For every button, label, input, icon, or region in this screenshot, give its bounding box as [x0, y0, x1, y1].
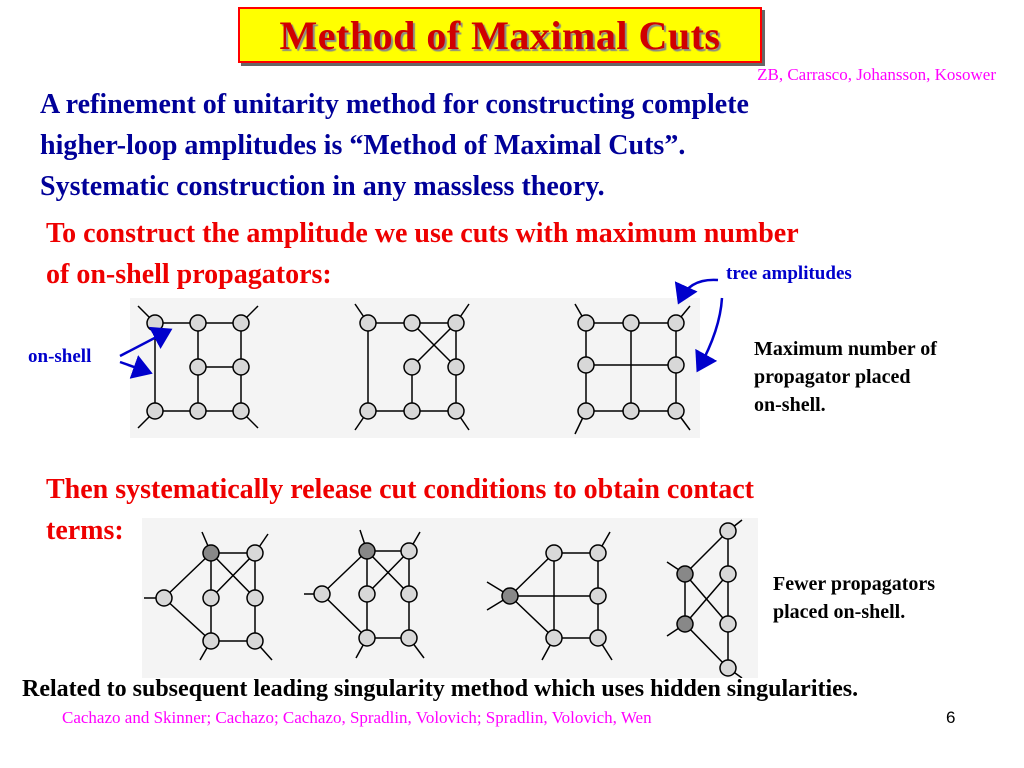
page-number: 6 — [946, 708, 956, 727]
fewer-note-line: placed on-shell. — [773, 601, 906, 623]
tree-vertex — [720, 660, 736, 676]
tree-vertex — [401, 630, 417, 646]
tree-vertex — [590, 545, 606, 561]
intro-line: higher-loop amplitudes is “Method of Maximal Cuts”. — [40, 130, 686, 161]
tree-vertex — [203, 590, 219, 606]
tree-vertex — [156, 590, 172, 606]
tree-vertex — [247, 545, 263, 561]
tree-vertex — [590, 630, 606, 646]
tree-vertex — [359, 630, 375, 646]
maximum-note-line: propagator placed — [754, 366, 911, 388]
arrow-to-tree-vertex-2 — [699, 298, 722, 368]
on-shell-label: on-shell — [28, 346, 92, 367]
bottom-statement: Related to subsequent leading singularity method which uses hidden singularities. — [22, 676, 859, 702]
contact-vertex — [359, 543, 375, 559]
contact-vertex — [677, 566, 693, 582]
credit-top: ZB, Carrasco, Johansson, Kosower — [757, 65, 996, 84]
tree-vertex — [314, 586, 330, 602]
tree-vertex — [720, 523, 736, 539]
maximum-note-line: Maximum number of — [754, 338, 937, 360]
tree-vertex — [401, 586, 417, 602]
construct-line: of on-shell propagators: — [46, 259, 332, 290]
slide-title: Method of Maximal Cuts — [279, 12, 721, 58]
intro-line: Systematic construction in any massless theory. — [40, 171, 605, 202]
contact-term-diagrams — [142, 518, 758, 678]
tree-vertex — [401, 543, 417, 559]
tree-vertex — [247, 633, 263, 649]
credit-bottom: Cachazo and Skinner; Cachazo; Cachazo, Spradlin, Volovich; Spradlin, Volovich, Wen — [62, 708, 652, 727]
arrow-to-on-shell-line — [120, 331, 168, 356]
tree-vertex — [359, 586, 375, 602]
release-line: terms: — [46, 515, 124, 546]
contact-vertex — [677, 616, 693, 632]
tree-vertex — [720, 616, 736, 632]
fewer-note — [773, 570, 935, 626]
maximum-note — [754, 335, 937, 419]
release-line: Then systematically release cut conditions to obtain contact — [46, 474, 754, 505]
tree-vertex — [720, 566, 736, 582]
tree-vertex — [590, 588, 606, 604]
tree-amplitudes-label: tree amplitudes — [726, 263, 852, 284]
contact-term-svg — [142, 518, 758, 678]
contact-vertex — [502, 588, 518, 604]
tree-vertex — [546, 630, 562, 646]
tree-vertex — [247, 590, 263, 606]
construct-line: To construct the amplitude we use cuts with maximum number — [46, 218, 799, 249]
arrow-to-tree-vertex — [680, 280, 718, 300]
tree-vertex — [203, 633, 219, 649]
tree-vertex — [546, 545, 562, 561]
contact-vertex — [203, 545, 219, 561]
fewer-note-line: Fewer propagators — [773, 573, 936, 595]
maximum-note-line: on-shell. — [754, 394, 826, 416]
intro-line: A refinement of unitarity method for constructing complete — [40, 89, 749, 120]
contact-diagram-4 — [667, 520, 742, 678]
arrow-to-on-shell-line-2 — [120, 362, 148, 372]
